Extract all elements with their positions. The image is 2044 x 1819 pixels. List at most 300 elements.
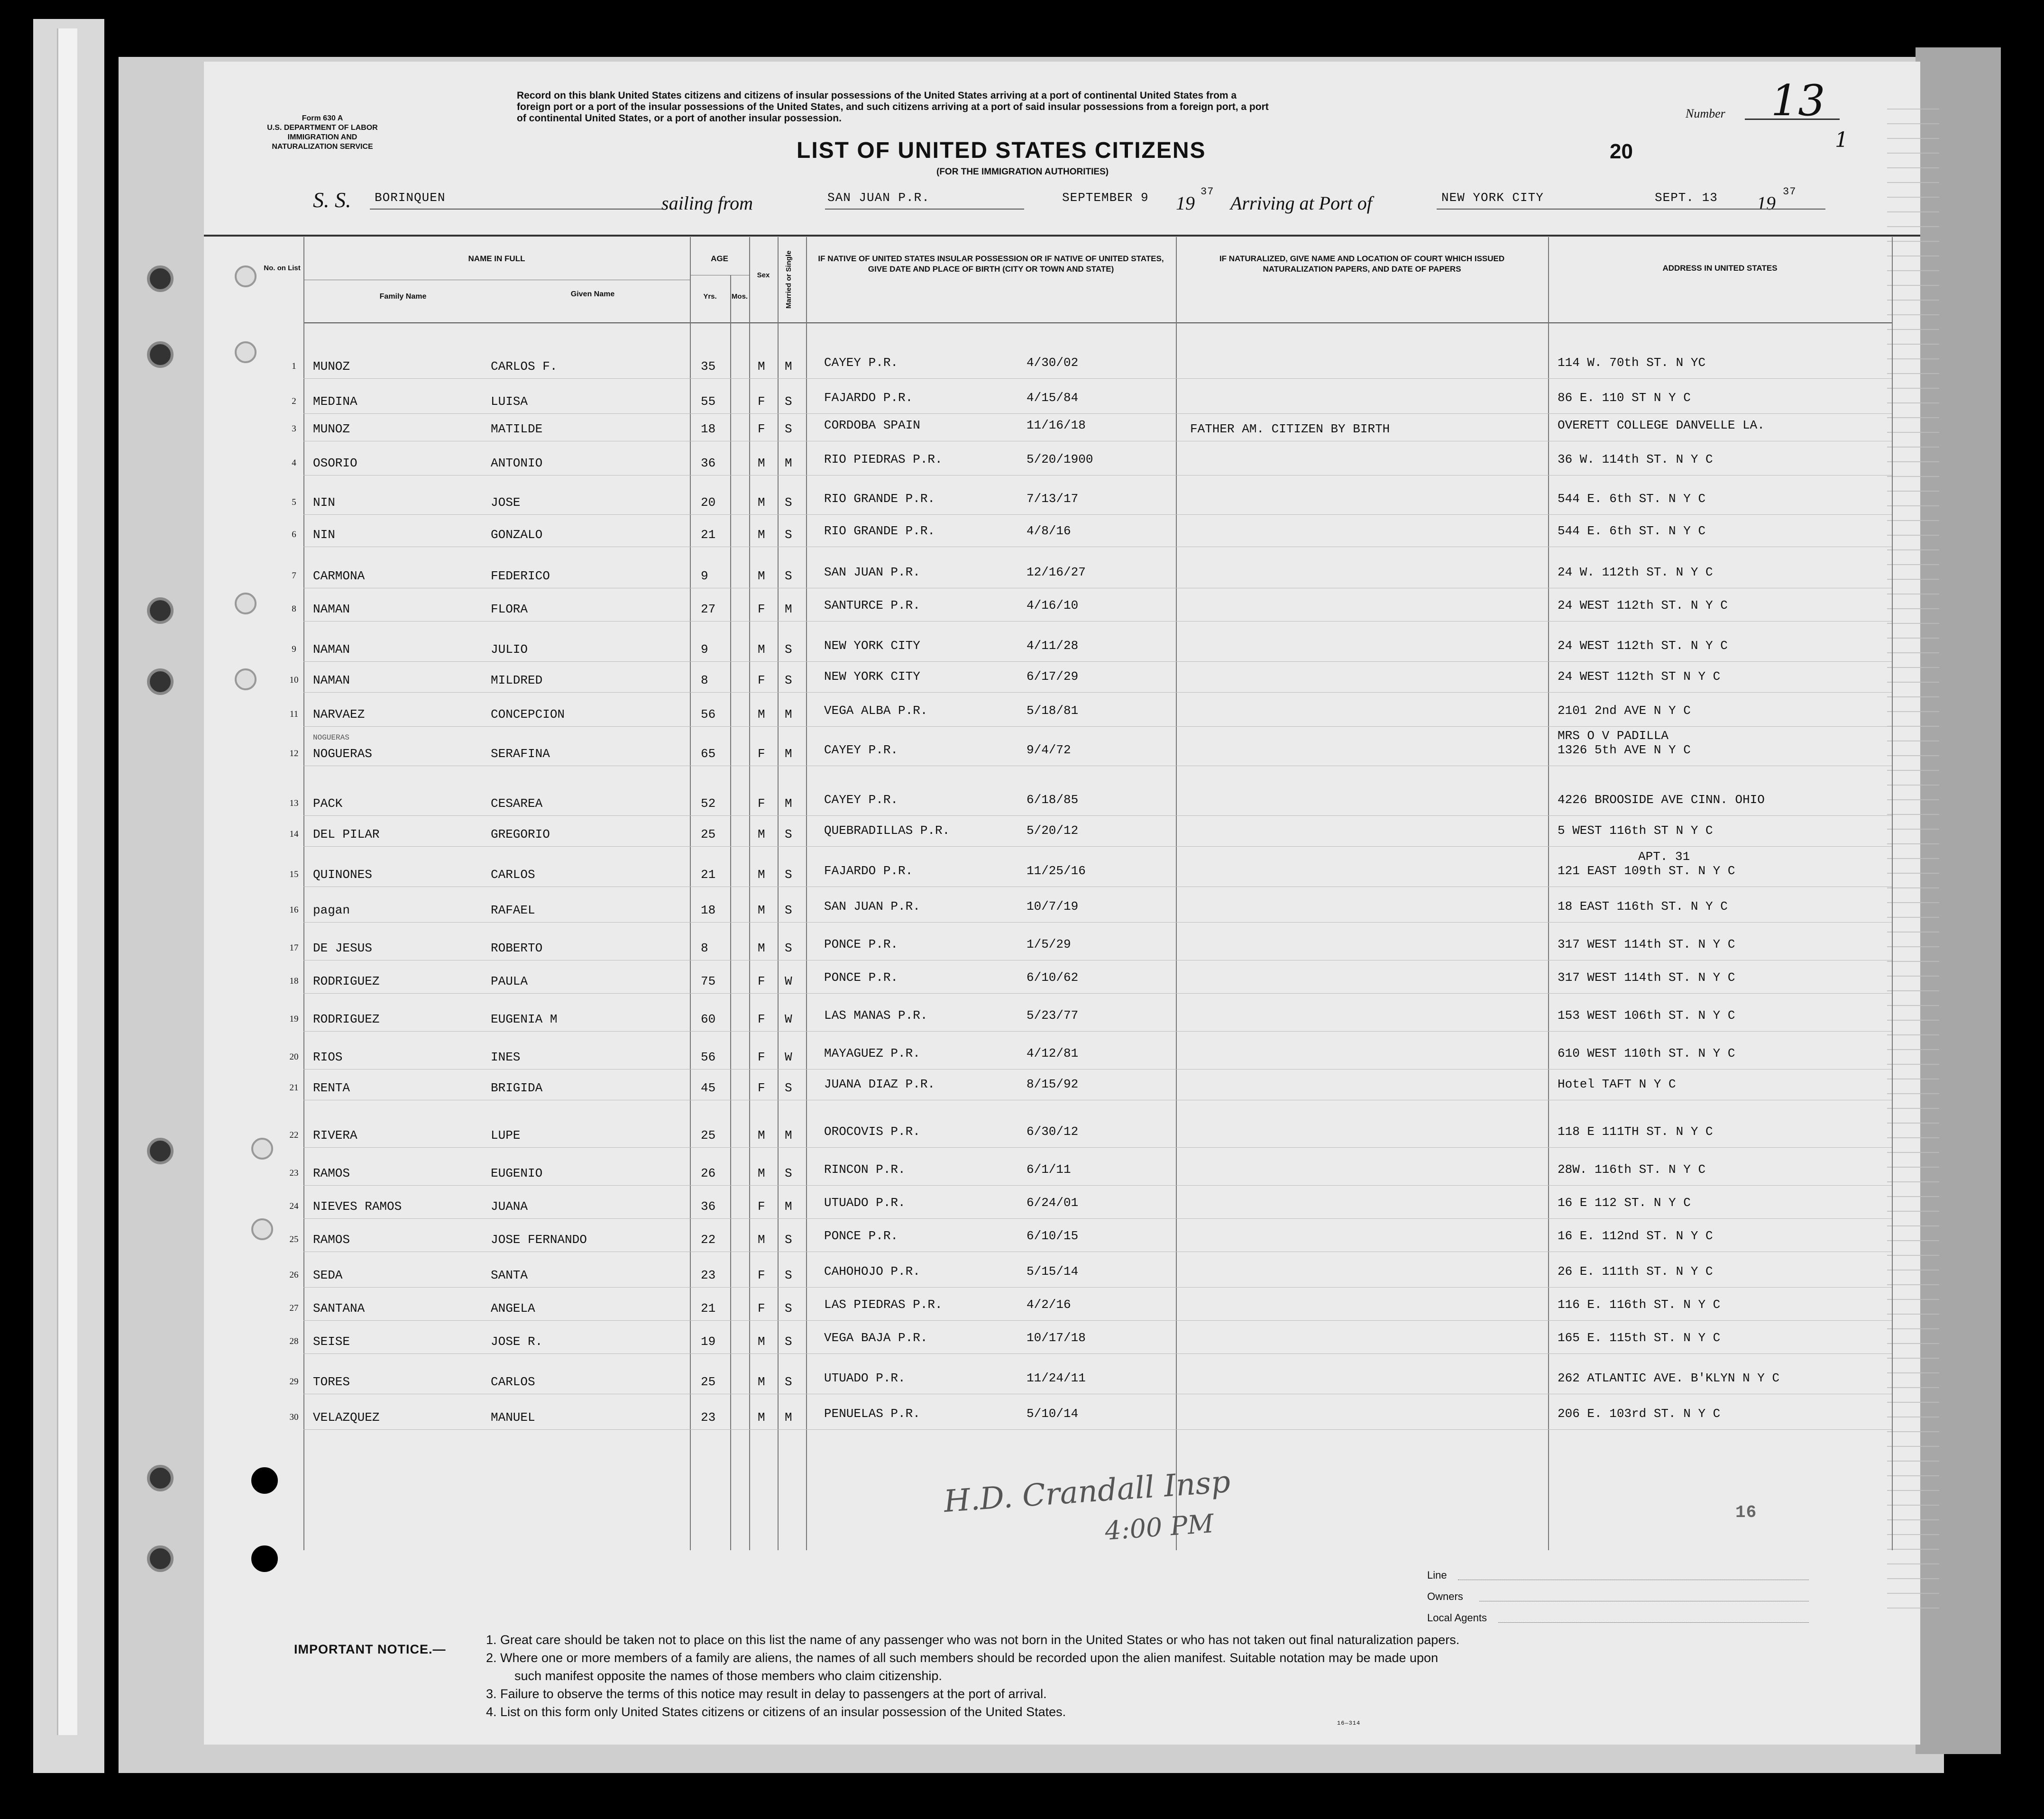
intro-line-3: of continental United States, or a port of another insular possession. (517, 113, 842, 124)
row-family: RENTA (313, 1081, 350, 1095)
notice-item-2: 2. Where one or more members of a family are aliens, the names of all such members should be recorded upon the alien manifest. Suitable notation may be made upon (486, 1651, 1439, 1665)
row-ms: M (785, 359, 792, 374)
row-given: CONCEPCION (491, 707, 565, 722)
number-label: Number (1686, 107, 1725, 120)
row-addr: 165 E. 115th ST. N Y C (1558, 1331, 1721, 1345)
row-family: DE JESUS (313, 941, 372, 955)
punch-hole-icon (235, 265, 257, 287)
row-ms: S (785, 673, 792, 687)
row-given: JOSE FERNANDO (491, 1233, 587, 1247)
row-ms: S (785, 868, 792, 882)
row-family: OSORIO (313, 456, 357, 470)
ss-label: S. S. (313, 188, 351, 212)
row-place: JUANA DIAZ P.R. (824, 1077, 935, 1091)
header-family-name: Family Name (379, 293, 427, 301)
row-addr: 317 WEST 114th ST. N Y C (1558, 937, 1735, 951)
row-age: 9 (701, 569, 708, 583)
row-addr: Hotel TAFT N Y C (1558, 1077, 1676, 1091)
row-place: VEGA BAJA P.R. (824, 1331, 928, 1345)
row-addr: 116 E. 116th ST. N Y C (1558, 1298, 1721, 1312)
depart-year-prefix: 19 (1176, 192, 1195, 214)
row-ms: S (785, 495, 792, 510)
row-age: 25 (701, 1375, 716, 1389)
row-sex: M (758, 707, 765, 722)
row-sex: M (758, 456, 765, 470)
row-no: 20 (289, 1052, 299, 1062)
row-given: JULIO (491, 642, 528, 657)
row-age: 60 (701, 1012, 716, 1026)
row-place: VEGA ALBA P.R. (824, 704, 928, 718)
row-sex: M (758, 903, 765, 917)
row-given: CARLOS (491, 868, 535, 882)
row-rule (303, 413, 1892, 414)
row-family: RODRIGUEZ (313, 974, 380, 988)
row-date: 11/24/11 (1027, 1371, 1086, 1385)
row-place: PONCE P.R. (824, 937, 898, 951)
row-addr: 86 E. 110 ST N Y C (1558, 391, 1691, 405)
row-ms: M (785, 1128, 792, 1143)
row-place: SAN JUAN P.R. (824, 565, 920, 579)
row-family: MEDINA (313, 394, 357, 409)
depart-date: SEPTEMBER 9 (1062, 191, 1149, 205)
row-age: 75 (701, 974, 716, 988)
signature-time: 4:00 PM (1104, 1508, 1215, 1546)
row-family: RAMOS (313, 1233, 350, 1247)
row-sex: F (758, 747, 765, 761)
row-given: JOSE (491, 495, 521, 510)
row-no: 7 (292, 571, 296, 581)
row-family: TORES (313, 1375, 350, 1389)
row-given: MANUEL (491, 1410, 535, 1425)
row-place: PONCE P.R. (824, 970, 898, 985)
header-age: AGE (711, 254, 728, 263)
row-no: 15 (289, 869, 299, 879)
row-date: 6/10/15 (1027, 1229, 1079, 1243)
row-sex: M (758, 1166, 765, 1180)
row-given: JUANA (491, 1199, 528, 1214)
row-addr: 544 E. 6th ST. N Y C (1558, 492, 1706, 506)
row-ms: S (785, 1375, 792, 1389)
row-family: RODRIGUEZ (313, 1012, 380, 1026)
row-addr: 5 WEST 116th ST N Y C (1558, 823, 1713, 838)
row-place: CAYEY P.R. (824, 743, 898, 757)
row-given: ANTONIO (491, 456, 543, 470)
row-date: 10/17/18 (1027, 1331, 1086, 1345)
row-family: NIN (313, 495, 335, 510)
from-port-underline (825, 209, 1024, 210)
row-sex: M (758, 495, 765, 510)
row-date: 6/1/11 (1027, 1162, 1071, 1177)
row-ms: S (785, 1301, 792, 1316)
header-mos: Mos. (731, 293, 748, 301)
row-no: 10 (289, 675, 299, 685)
row-place: QUEBRADILLAS P.R. (824, 823, 950, 838)
binder-hole-icon (147, 265, 174, 292)
arrival-underline (1437, 209, 1825, 210)
row-place: NEW YORK CITY (824, 639, 920, 653)
row-addr: 544 E. 6th ST. N Y C (1558, 524, 1706, 538)
ship-underline (370, 209, 664, 210)
arrival-port: NEW YORK CITY (1441, 191, 1544, 205)
row-age: 55 (701, 394, 716, 409)
service-line-2: NATURALIZATION SERVICE (272, 143, 373, 151)
row-rule (303, 726, 1892, 727)
row-sex: M (758, 1410, 765, 1425)
row-date: 11/16/18 (1027, 418, 1086, 432)
arrival-year: 37 (1783, 186, 1797, 198)
row-family: NAMAN (313, 642, 350, 657)
row-age: 25 (701, 827, 716, 841)
row-addr: 206 E. 103rd ST. N Y C (1558, 1407, 1721, 1421)
row-given: GONZALO (491, 528, 543, 542)
intro-line-2: foreign port or a port of the insular possessions of the United States, and such citizens arriving at a port of said insular possessions from a foreign port, a port (517, 101, 1269, 112)
row-sex: F (758, 422, 765, 436)
page-subtitle: (FOR THE IMMIGRATION AUTHORITIES) (936, 167, 1109, 177)
row-addr: 1326 5th AVE N Y C (1558, 743, 1691, 757)
row-no: 29 (289, 1377, 299, 1387)
row-age: 52 (701, 796, 716, 811)
row-date: 10/7/19 (1027, 899, 1079, 914)
row-given: RAFAEL (491, 903, 535, 917)
header-birth: IF NATIVE OF UNITED STATES INSULAR POSSESSION OR IF NATIVE OF UNITED STATES, GIVE DATE AND PLACE OF BIRTH (CITY OR TOWN AND STATE) (818, 254, 1164, 274)
row-rule (303, 1031, 1892, 1032)
row-sex: M (758, 1128, 765, 1143)
notice-block (486, 1631, 1847, 1721)
print-code: 16—314 (1337, 1720, 1361, 1727)
col-divider (1892, 237, 1893, 1550)
row-date: 4/15/84 (1027, 391, 1079, 405)
row-place: LAS PIEDRAS P.R. (824, 1298, 943, 1312)
arrival-date: SEPT. 13 (1655, 191, 1718, 205)
row-rule (303, 815, 1892, 816)
depart-year: 37 (1201, 186, 1214, 198)
row-date: 6/10/62 (1027, 970, 1079, 985)
row-family: NAMAN (313, 673, 350, 687)
row-ms: W (785, 974, 792, 988)
row-age: 9 (701, 642, 708, 657)
row-given: CARLOS F. (491, 359, 558, 374)
row-place: NEW YORK CITY (824, 669, 920, 684)
row-date: 5/20/1900 (1027, 452, 1093, 466)
row-family: SANTANA (313, 1301, 365, 1316)
punch-hole-icon (251, 1218, 273, 1240)
row-sex: F (758, 394, 765, 409)
row-sex: M (758, 1335, 765, 1349)
header-given-name: Given Name (570, 290, 615, 298)
row-no: 18 (289, 976, 299, 986)
left-binding-edge (57, 28, 77, 1735)
row-rule (303, 621, 1892, 622)
row-age: 56 (701, 707, 716, 722)
row-date: 6/17/29 (1027, 669, 1079, 684)
arrival-year-prefix: 19 (1757, 192, 1776, 214)
row-place: OROCOVIS P.R. (824, 1124, 920, 1139)
row-rule (303, 1185, 1892, 1186)
row-sex: M (758, 941, 765, 955)
row-date: 4/30/02 (1027, 356, 1079, 370)
service-line-1: IMMIGRATION AND (287, 133, 357, 141)
row-sex: M (758, 642, 765, 657)
row-given: ANGELA (491, 1301, 535, 1316)
row-place: LAS MANAS P.R. (824, 1008, 928, 1023)
row-sex: F (758, 602, 765, 616)
row-age: 23 (701, 1268, 716, 1282)
ship-name: BORINQUEN (375, 191, 446, 205)
row-date: 9/4/72 (1027, 743, 1071, 757)
row-given: CARLOS (491, 1375, 535, 1389)
row-rule (303, 692, 1892, 693)
form-number: Form 630 A (302, 114, 343, 122)
notice-item-4: 4. List on this form only United States citizens or citizens of an insular possession of the United States. (486, 1705, 1066, 1719)
binder-hole-icon (251, 1545, 278, 1572)
row-family: NOGUERAS (313, 747, 372, 761)
row-place: PENUELAS P.R. (824, 1407, 920, 1421)
row-sex: M (758, 528, 765, 542)
row-ms: M (785, 796, 792, 811)
row-no: 23 (289, 1168, 299, 1178)
row-no: 22 (289, 1130, 299, 1140)
row-no: 16 (289, 905, 299, 915)
row-date: 12/16/27 (1027, 565, 1086, 579)
intro-text (517, 90, 1598, 124)
row-family: pagan (313, 903, 350, 917)
row-place: CORDOBA SPAIN (824, 418, 920, 432)
row-sex: F (758, 1199, 765, 1214)
row-no: 17 (289, 943, 299, 953)
row-ms: S (785, 422, 792, 436)
row-rule (303, 993, 1892, 994)
row-age: 20 (701, 495, 716, 510)
row-given: PAULA (491, 974, 528, 988)
row-family-above: NOGUERAS (313, 733, 349, 742)
row-addr: OVERETT COLLEGE DANVELLE LA. (1558, 418, 1765, 432)
row-rule (303, 378, 1892, 379)
row-addr-above: APT. 31 (1638, 850, 1690, 864)
row-age: 22 (701, 1233, 716, 1247)
row-age: 19 (701, 1335, 716, 1349)
row-family: RIOS (313, 1050, 343, 1064)
row-place: SANTURCE P.R. (824, 598, 920, 612)
row-age: 65 (701, 747, 716, 761)
row-addr: 26 E. 111th ST. N Y C (1558, 1264, 1713, 1279)
row-family: MUNOZ (313, 359, 350, 374)
row-place: RIO PIEDRAS P.R. (824, 452, 943, 466)
row-age: 45 (701, 1081, 716, 1095)
row-rule (303, 661, 1892, 662)
row-family: CARMONA (313, 569, 365, 583)
row-sex: F (758, 1081, 765, 1095)
row-place: FAJARDO P.R. (824, 391, 913, 405)
binder-hole-icon (147, 341, 174, 368)
row-family: SEISE (313, 1335, 350, 1349)
arriving-label: Arriving at Port of (1230, 192, 1372, 214)
row-rule (303, 1429, 1892, 1430)
row-ms: S (785, 528, 792, 542)
row-date: 5/20/12 (1027, 823, 1079, 838)
row-ms: M (785, 747, 792, 761)
binder-hole-icon (147, 668, 174, 695)
header-address: ADDRESS IN UNITED STATES (1662, 264, 1778, 273)
line-label: Line (1427, 1569, 1447, 1581)
row-place: CAHOHOJO P.R. (824, 1264, 920, 1279)
row-addr: 610 WEST 110th ST. N Y C (1558, 1046, 1735, 1060)
row-rule (303, 514, 1892, 515)
row-family: NIEVES RAMOS (313, 1199, 402, 1214)
row-date: 5/10/14 (1027, 1407, 1079, 1421)
row-sex: M (758, 1233, 765, 1247)
header-name-in-full: NAME IN FULL (468, 254, 525, 263)
form-id-block (254, 114, 391, 152)
row-no: 13 (289, 798, 299, 808)
row-given: FEDERICO (491, 569, 550, 583)
row-ms: S (785, 941, 792, 955)
agents-field (1498, 1622, 1809, 1623)
row-place: RIO GRANDE P.R. (824, 524, 935, 538)
row-no: 14 (289, 829, 299, 839)
row-age: 21 (701, 528, 716, 542)
row-ms: W (785, 1050, 792, 1064)
row-no: 21 (289, 1083, 299, 1093)
row-age: 18 (701, 422, 716, 436)
row-age: 21 (701, 1301, 716, 1316)
row-place: SAN JUAN P.R. (824, 899, 920, 914)
row-addr: 28W. 116th ST. N Y C (1558, 1162, 1706, 1177)
row-given: EUGENIA M (491, 1012, 558, 1026)
row-age: 36 (701, 456, 716, 470)
row-no: 4 (292, 458, 296, 468)
row-date: 5/23/77 (1027, 1008, 1079, 1023)
sailing-from-label: sailing from (661, 192, 753, 214)
row-date: 8/15/92 (1027, 1077, 1079, 1091)
row-no: 30 (289, 1412, 299, 1422)
row-ms: S (785, 903, 792, 917)
row-sex: F (758, 673, 765, 687)
row-family: MUNOZ (313, 422, 350, 436)
row-age: 23 (701, 1410, 716, 1425)
agents-label: Local Agents (1427, 1612, 1487, 1624)
intro-line-1: Record on this blank United States citizens and citizens of insular possessions of the United States arriving at a port of continental United States from a (517, 90, 1237, 101)
row-family: NIN (313, 528, 335, 542)
binder-hole-icon (251, 1467, 278, 1494)
row-age: 18 (701, 903, 716, 917)
row-family: NARVAEZ (313, 707, 365, 722)
row-family: NAMAN (313, 602, 350, 616)
row-family: RAMOS (313, 1166, 350, 1180)
row-no: 8 (292, 604, 296, 614)
row-given: BRIGIDA (491, 1081, 543, 1095)
row-given: INES (491, 1050, 521, 1064)
row-age: 36 (701, 1199, 716, 1214)
row-no: 12 (289, 749, 299, 759)
row-ms: S (785, 394, 792, 409)
corner-mark: 1 (1835, 128, 1848, 152)
row-no: 2 (292, 396, 296, 406)
row-no: 6 (292, 530, 296, 539)
row-addr: 262 ATLANTIC AVE. B'KLYN N Y C (1558, 1371, 1780, 1385)
row-no: 24 (289, 1201, 299, 1211)
row-family: VELAZQUEZ (313, 1410, 380, 1425)
row-place: PONCE P.R. (824, 1229, 898, 1243)
inspector-signature: H.D. Crandall Insp (943, 1464, 1232, 1520)
row-sex: M (758, 569, 765, 583)
row-no: 27 (289, 1303, 299, 1313)
row-no: 26 (289, 1270, 299, 1280)
row-ms: M (785, 456, 792, 470)
row-ms: S (785, 1166, 792, 1180)
row-addr: 24 WEST 112th ST. N Y C (1558, 598, 1728, 612)
row-place: FAJARDO P.R. (824, 864, 913, 878)
binder-hole-icon (147, 1138, 174, 1164)
row-ms: S (785, 1335, 792, 1349)
header-sex: Sex (757, 271, 770, 279)
row-addr: 36 W. 114th ST. N Y C (1558, 452, 1713, 466)
row-ms: M (785, 707, 792, 722)
row-addr: 16 E 112 ST. N Y C (1558, 1196, 1691, 1210)
row-ms: M (785, 1199, 792, 1214)
row-given: JOSE R. (491, 1335, 543, 1349)
header-no-on-list: No. on List (264, 264, 301, 272)
row-addr: 24 W. 112th ST. N Y C (1558, 565, 1713, 579)
row-sex: F (758, 1050, 765, 1064)
owners-label: Owners (1427, 1590, 1463, 1602)
row-ms: S (785, 642, 792, 657)
row-given: CESAREA (491, 796, 543, 811)
row-addr: 24 WEST 112th ST. N Y C (1558, 639, 1728, 653)
row-addr: 118 E 111TH ST. N Y C (1558, 1124, 1713, 1139)
row-given: GREGORIO (491, 827, 550, 841)
row-sex: M (758, 1375, 765, 1389)
row-given: FLORA (491, 602, 528, 616)
row-no: 28 (289, 1336, 299, 1346)
row-age: 8 (701, 941, 708, 955)
row-age: 27 (701, 602, 716, 616)
row-family: RIVERA (313, 1128, 357, 1143)
row-date: 7/13/17 (1027, 492, 1079, 506)
binder-hole-icon (147, 1545, 174, 1572)
from-port: SAN JUAN P.R. (827, 191, 930, 205)
page-count: 16 (1735, 1503, 1757, 1522)
table-top-rule (204, 235, 1920, 237)
row-age: 56 (701, 1050, 716, 1064)
row-place: UTUADO P.R. (824, 1371, 906, 1385)
row-addr: 4226 BROOSIDE AVE CINN. OHIO (1558, 793, 1765, 807)
number-value: 13 (1771, 76, 1825, 126)
row-given: LUISA (491, 394, 528, 409)
row-date: 11/25/16 (1027, 864, 1086, 878)
row-no: 19 (289, 1014, 299, 1024)
row-rule (303, 1320, 1892, 1321)
header-yrs: Yrs. (703, 293, 717, 301)
row-date: 6/30/12 (1027, 1124, 1079, 1139)
row-given: EUGENIO (491, 1166, 543, 1180)
row-ms: M (785, 1410, 792, 1425)
row-given: SANTA (491, 1268, 528, 1282)
row-rule (303, 1353, 1892, 1354)
row-age: 8 (701, 673, 708, 687)
row-rule (303, 846, 1892, 847)
row-given: LUPE (491, 1128, 521, 1143)
notice-item-3: 3. Failure to observe the terms of this notice may result in delay to passengers at the port of arrival. (486, 1687, 1047, 1701)
binder-hole-icon (147, 1465, 174, 1491)
row-ms: S (785, 1233, 792, 1247)
row-sex: M (758, 827, 765, 841)
row-family: SEDA (313, 1268, 343, 1282)
punch-hole-icon (251, 1138, 273, 1160)
row-no: 1 (292, 361, 296, 371)
table-header-rule (303, 322, 1892, 323)
sheet-number: 20 (1610, 140, 1633, 163)
row-given: SERAFINA (491, 747, 550, 761)
